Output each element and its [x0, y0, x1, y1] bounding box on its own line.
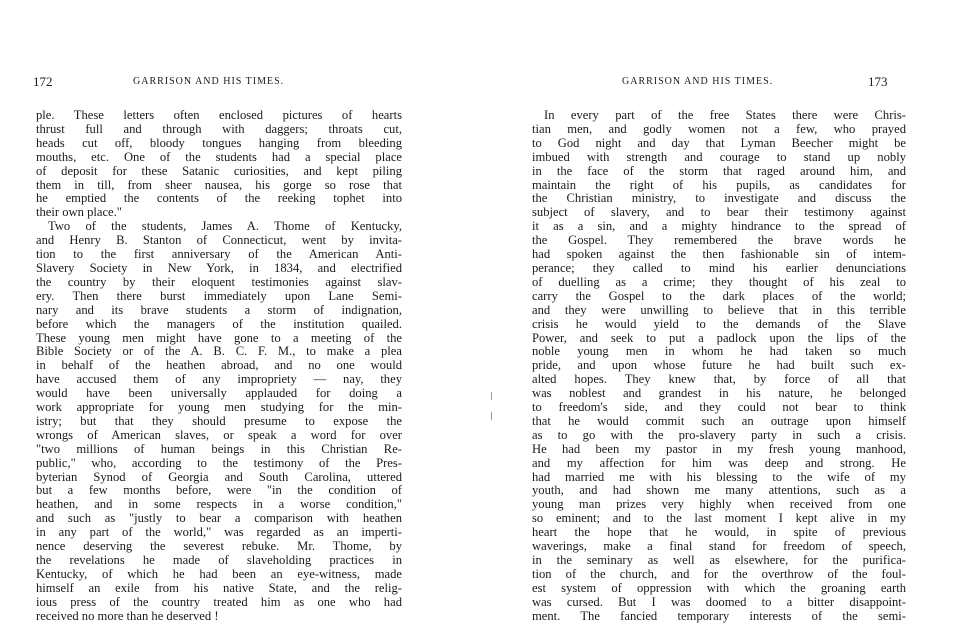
left-page-header [0, 76, 470, 92]
text-line: ery. Then there burst immediately upon Lane Semi- [36, 289, 402, 303]
text-line: and my affection for him was deep and strong. He [532, 456, 906, 470]
text-line: their own place." [36, 206, 122, 220]
gutter-line [491, 392, 492, 400]
text-line: work appropriate for young men studying for the min- [36, 401, 402, 415]
text-line: was cursed. But I was doomed to a bitter disappoint- [532, 595, 906, 609]
text-line: in the face of the storm that raged around him, and [532, 164, 906, 178]
text-line: istry; but that they should presume to expose the [36, 414, 402, 428]
text-line: himself an exile from his native State, and the relig- [36, 581, 402, 595]
text-line: and Henry B. Stanton of Connecticut, went by invita- [36, 234, 402, 248]
text-line: the revelations he made of slaveholding practices in [36, 554, 402, 567]
text-line: he emptied the contents of the reeking tophet into [36, 192, 402, 206]
text-line: the Christian ministry, to investigate and discuss the [532, 192, 906, 206]
text-line: He had been my pastor in my fresh young manhood, [532, 442, 906, 456]
text-line: that he would commit such an outrage upon himself [532, 414, 906, 428]
text-line: to God night and day that Lyman Beecher might be [532, 136, 906, 150]
text-line: imbued with strength and courage to stand up nobly [532, 150, 906, 164]
text-line: tian men, and godly women not a few, who prayed [532, 122, 906, 136]
text-line: as to go with the pro-slavery party in such a crisis. [532, 428, 906, 442]
text-line: Power, and seek to put a padlock upon the lips of the [532, 331, 906, 345]
text-line: was noblest and grandest in his nature, he belonged [532, 387, 906, 401]
text-line: mouths, etc. One of the students had a special place [36, 150, 402, 164]
text-line: public," who, according to the testimony of the Pres- [36, 456, 402, 470]
left-page-body-text [36, 109, 402, 624]
gutter-line [491, 412, 492, 420]
text-line: ment. The fancied temporary interests of the semi- [532, 609, 906, 623]
text-line: have accused them of any impropriety — nay, they [36, 373, 402, 387]
text-line: of deposit for these Satanic curiosities, and kept piling [36, 164, 402, 178]
text-line: Two of the students, James A. Thome of Kentucky, [48, 220, 402, 234]
text-line: youth, and had shown me many attentions, such as a [532, 484, 906, 498]
text-line: ious press of the country treated him as one who had [36, 595, 402, 609]
text-line: but a few months before, were "in the condition of [36, 484, 402, 498]
text-line: them in till, from sheer nausea, his gorge so rose that [36, 178, 402, 192]
running-head: GARRISON AND HIS TIMES. [622, 76, 774, 87]
text-line: subject of slavery, and to bear their testimony against [532, 206, 906, 220]
text-line: These young men might have gone to a meeting of the [36, 331, 402, 345]
text-line: perance; they called to mind his earlier denunciations [532, 261, 906, 275]
text-line: pride, and upon whose future he had built such ex- [532, 359, 906, 373]
text-line: received no more than he deserved ! [36, 609, 219, 623]
text-line: the country by their eloquent testimonies against slav- [36, 275, 402, 289]
text-line: byterian Synod of Georgia and South Carolina, uttered [36, 470, 402, 484]
text-line: In every part of the free States there were Chris- [544, 109, 906, 122]
text-line: nence deserving the severest rebuke. Mr. Thome, by [36, 540, 402, 554]
text-line: and they were unwilling to believe that in this terrible [532, 303, 906, 317]
text-line: had spoken against the then fashionable sin of intem- [532, 248, 906, 262]
text-line: so eminent; and to the last moment I kept alive in my [532, 512, 906, 526]
text-line: had married me with his blessing to the wife of my [532, 470, 906, 484]
text-line: Slavery Society in New York, in 1834, and electrified [36, 261, 402, 275]
text-line: ple. These letters often enclosed pictures of hearts [36, 109, 402, 122]
running-head: GARRISON AND HIS TIMES. [133, 76, 285, 87]
right-page-header [500, 76, 970, 92]
text-line: wrongs of American slaves, or speak a word for over [36, 428, 402, 442]
text-line: est system of oppression with which the groaning earth [532, 581, 906, 595]
text-line: before which the managers of the institution quailed. [36, 317, 402, 331]
text-line: in any part of the world," was regarded as an imperti- [36, 526, 402, 540]
text-line: crisis he would yield to the demands of the Slave [532, 317, 906, 331]
text-line: heads cut off, bloody tongues hanging from bleeding [36, 136, 402, 150]
text-line: in the seminary as well as elsewhere, for the purifica- [532, 554, 906, 567]
text-line: tion of the church, and for the overthrow of the foul- [532, 567, 906, 581]
text-line: in behalf of the heathen abroad, and no one would [36, 359, 402, 373]
text-line: it as a sin, and a mighty hindrance to the spread of [532, 220, 906, 234]
text-line: heathen, and in some respects in a worse condition," [36, 498, 402, 512]
text-line: maintain the right of his pupils, as candidates for [532, 178, 906, 192]
text-line: to freedom's side, and they could not bear to think [532, 401, 906, 415]
text-line: waverings, make a final stand for freedom of speech, [532, 540, 906, 554]
right-page-body-text [532, 109, 906, 624]
text-line: and such as "justly to bear a comparison with heathen [36, 512, 402, 526]
text-line: tion to the first anniversary of the American Anti- [36, 248, 402, 262]
text-line: noble young men in whom he had taken so much [532, 345, 906, 359]
text-line: Bible Society or of the A. B. C. F. M., to make a plea [36, 345, 402, 359]
right-page [500, 0, 970, 641]
text-line: carry the Gospel to the dark places of the world; [532, 289, 906, 303]
text-line: nary and its brave students a storm of indignation, [36, 303, 402, 317]
text-line: of duelling as a crime; they thought of his zeal to [532, 275, 906, 289]
text-line: the Gospel. They remembered the brave words he [532, 234, 906, 248]
text-line: would have been universally applauded for doing a [36, 387, 402, 401]
text-line: thrust full and through with daggers; throats cut, [36, 122, 402, 136]
text-line: young man prizes very highly when received from one [532, 498, 906, 512]
text-line: Kentucky, of which he had been an eye-witness, made [36, 567, 402, 581]
page-number: 172 [33, 74, 53, 89]
text-line: alted hopes. They knew that, by force of all that [532, 373, 906, 387]
text-line: heart the hope that he would, in spite of previous [532, 526, 906, 540]
text-line: "two millions of human beings in this Christian Re- [36, 442, 402, 456]
left-page [0, 0, 470, 641]
page-number: 173 [868, 74, 888, 89]
